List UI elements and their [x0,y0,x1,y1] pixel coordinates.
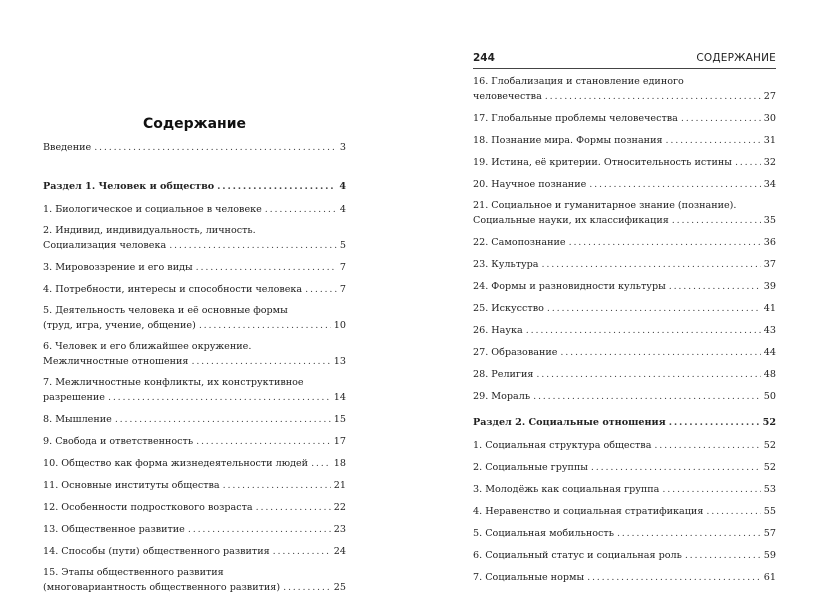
toc-entry-page: 4 [339,204,346,215]
dot-leader [536,366,760,384]
toc-entry-page: 53 [763,484,776,495]
toc-entry-page: 32 [763,157,776,168]
toc-entry-title: 9. Свобода и ответственность [43,436,194,447]
dot-leader [560,344,760,362]
dot-leader [223,477,331,495]
toc-entry[interactable] [43,565,346,595]
toc-entry-page: 55 [763,506,776,517]
dot-leader [672,213,761,228]
dot-leader [265,201,337,219]
toc-entry[interactable] [473,300,776,318]
dot-leader [217,178,336,196]
dot-leader [196,433,331,451]
toc-entry-title: Социализация человека [43,240,167,251]
dot-leader [685,547,761,565]
toc-entry-title: 12. Особенности подросткового возраста [43,502,253,513]
toc-entry-title-line: 6. Человек и его ближайшее окружение. [43,341,252,352]
dot-leader [283,580,331,595]
dot-leader [533,388,761,406]
toc-entry[interactable] [43,477,346,495]
dot-leader [542,256,761,274]
toc-entry-title: Введение [43,142,92,153]
toc-entry-page: 10 [333,320,346,331]
dot-leader [547,300,761,318]
toc-entry[interactable] [473,154,776,172]
toc-entry[interactable] [43,499,346,517]
toc-entry-title: 11. Основные институты общества [43,480,220,491]
toc-entry-page: 7 [339,262,346,273]
toc-entry-title: 6. Социальный статус и социальная роль [473,550,682,561]
toc-entry-title: 27. Образование [473,347,558,358]
toc-entry-title: 17. Глобальные проблемы человечества [473,113,678,124]
toc-entry-title-line: 15. Этапы общественного развития [43,567,224,578]
toc-entry-title: (труд, игра, учение, общение) [43,320,196,331]
toc-entry-page: 23 [333,524,346,535]
toc-entry-title: человечества [473,91,542,102]
toc-entry-title: 2. Социальные группы [473,462,588,473]
dot-leader [587,569,761,587]
toc-entry-title-line: 7. Межличностные конфликты, их конструктивное [43,377,304,388]
dot-leader [526,322,761,340]
toc-entry-title: Межличностные отношения [43,356,189,367]
toc-entry[interactable] [473,366,776,384]
toc-list-right [473,74,776,591]
toc-entry[interactable] [473,503,776,521]
toc-entry-title: разрешение [43,392,105,403]
toc-entry-page: 59 [763,550,776,561]
toc-entry-page: 31 [763,135,776,146]
toc-entry-page: 57 [763,528,776,539]
dot-leader [589,176,761,194]
toc-entry[interactable] [43,521,346,539]
toc-entry-page: 43 [763,325,776,336]
toc-entry[interactable] [473,132,776,150]
dot-leader [108,390,331,405]
toc-entry-title: 24. Формы и разновидности культуры [473,281,666,292]
toc-entry[interactable] [43,223,346,253]
toc-entry-page: 13 [333,356,346,367]
toc-entry[interactable] [473,322,776,340]
toc-entry-title-line: 2. Индивид, индивидуальность, личность. [43,225,256,236]
dot-leader [273,543,331,561]
toc-entry-title-line: 21. Социальное и гуманитарное знание (познание). [473,200,737,211]
toc-entry[interactable] [473,278,776,296]
toc-entry-page: 61 [763,572,776,583]
toc-entry-page: 35 [763,215,776,226]
toc-entry-title: 4. Неравенство и социальная стратификация [473,506,704,517]
toc-entry-title: 5. Социальная мобильность [473,528,614,539]
running-head [473,52,776,69]
toc-entry[interactable] [473,569,776,587]
dot-leader [305,281,337,299]
toc-entry-page: 48 [763,369,776,380]
dot-leader [199,318,331,333]
toc-entry-title: 14. Способы (пути) общественного развития [43,546,270,557]
toc-entry[interactable] [43,339,346,369]
toc-entry-page: 36 [763,237,776,248]
toc-entry-title: 10. Общество как форма жизнедеятельности людей [43,458,309,469]
toc-entry[interactable] [43,455,346,473]
toc-entry-title: 1. Биологическое и социальное в человеке [43,204,262,215]
toc-entry-page: 5 [339,240,346,251]
toc-entry-title: 18. Познание мира. Формы познания [473,135,663,146]
dot-leader [191,354,330,369]
toc-entry-page: 37 [763,259,776,270]
toc-entry-title: 23. Культура [473,259,539,270]
toc-entry-title: 13. Общественное развитие [43,524,185,535]
toc-entry-page: 7 [339,284,346,295]
toc-entry[interactable] [43,139,346,157]
dot-leader [617,525,761,543]
toc-list-left [43,139,346,601]
toc-entry[interactable] [43,375,346,405]
toc-entry-page: 3 [339,142,346,153]
page-number: 244 [473,52,495,64]
toc-entry[interactable] [43,201,346,219]
toc-entry[interactable] [473,256,776,274]
toc-entry[interactable] [473,437,776,455]
dot-leader [169,238,337,253]
toc-entry-page: 4 [339,181,346,192]
toc-entry-page: 41 [763,303,776,314]
toc-entry-page: 27 [763,91,776,102]
toc-entry-title: 4. Потребности, интересы и способности человека [43,284,303,295]
toc-entry-page: 17 [333,436,346,447]
toc-entry-page: 52 [763,462,776,473]
dot-leader [654,437,760,455]
toc-section-heading[interactable] [43,178,346,196]
toc-entry-page: 18 [333,458,346,469]
toc-entry-page: 34 [763,179,776,190]
dot-leader [196,259,337,277]
toc-entry-title: 3. Молодёжь как социальная группа [473,484,660,495]
toc-entry-page: 52 [763,440,776,451]
toc-entry[interactable] [473,176,776,194]
toc-section-heading[interactable] [473,414,776,432]
toc-entry-page: 15 [333,414,346,425]
toc-entry-page: 52 [762,417,776,428]
toc-entry-page: 25 [333,582,346,593]
toc-entry[interactable] [43,543,346,561]
toc-entry-page: 30 [763,113,776,124]
dot-leader [545,89,761,104]
toc-entry-page: 21 [333,480,346,491]
toc-entry-title-line: 16. Глобализация и становление единого [473,76,684,87]
dot-leader [669,278,761,296]
toc-entry[interactable] [43,433,346,451]
dot-leader [662,481,760,499]
toc-entry-title: 29. Мораль [473,391,531,402]
dot-leader [706,503,760,521]
toc-entry-title: Раздел 2. Социальные отношения [473,417,666,428]
toc-entry-title: 3. Мировоззрение и его виды [43,262,193,273]
dot-leader [115,411,331,429]
toc-entry[interactable] [473,547,776,565]
dot-leader [311,455,331,473]
toc-entry-title: 20. Научное познание [473,179,587,190]
dot-leader [681,110,761,128]
toc-entry-title: 7. Социальные нормы [473,572,585,583]
toc-entry-title: (многовариантность общественного развития) [43,582,281,593]
toc-entry-title: Раздел 1. Человек и общество [43,181,215,192]
toc-entry[interactable] [43,281,346,299]
toc-entry[interactable] [473,481,776,499]
toc-entry[interactable] [473,344,776,362]
toc-entry-title: 1. Социальная структура общества [473,440,652,451]
toc-entry-title: 28. Религия [473,369,534,380]
toc-entry-page: 14 [333,392,346,403]
toc-entry[interactable] [473,74,776,104]
left-page [0,0,410,593]
toc-entry-page: 44 [763,347,776,358]
dot-leader [569,234,761,252]
toc-entry-title: 19. Истина, её критерии. Относительность истины [473,157,732,168]
toc-entry-page: 24 [333,546,346,557]
toc-title: Содержание [142,116,247,132]
toc-entry[interactable] [43,411,346,429]
running-head-title: СОДЕРЖАНИЕ [696,52,776,64]
dot-leader [666,132,761,150]
toc-entry-page: 50 [763,391,776,402]
dot-leader [735,154,761,172]
toc-entry-title: 8. Мышление [43,414,112,425]
dot-leader [591,459,761,477]
dot-leader [94,139,337,157]
toc-entry[interactable] [43,259,346,277]
toc-entry[interactable] [473,198,776,228]
toc-entry[interactable] [473,459,776,477]
toc-entry-title: 25. Искусство [473,303,544,314]
toc-entry-page: 22 [333,502,346,513]
toc-entry[interactable] [473,388,776,406]
toc-entry-title-line: 5. Деятельность человека и её основные формы [43,305,288,316]
toc-entry[interactable] [473,234,776,252]
toc-entry-page: 39 [763,281,776,292]
dot-leader [256,499,331,517]
toc-entry-title: 22. Самопознание [473,237,566,248]
toc-entry[interactable] [473,525,776,543]
toc-entry[interactable] [473,110,776,128]
toc-entry-title: Социальные науки, их классификация [473,215,669,226]
toc-entry[interactable] [43,303,346,333]
dot-leader [188,521,331,539]
toc-entry-title: 26. Наука [473,325,523,336]
dot-leader [669,414,760,432]
